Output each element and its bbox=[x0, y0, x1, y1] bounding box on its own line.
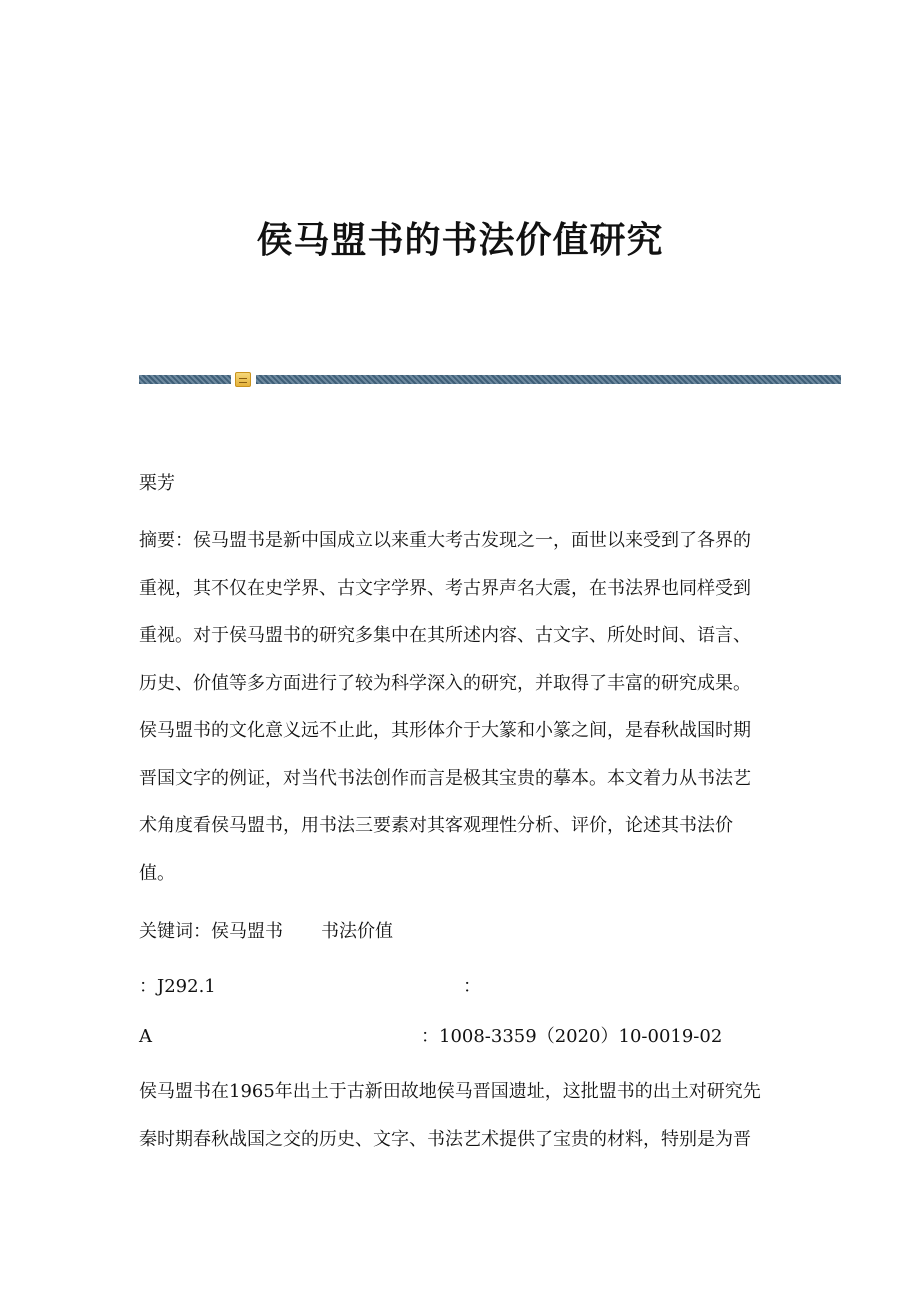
abstract-line: 历史、价值等多方面进行了较为科学深入的研究，并取得了丰富的研究成果。 bbox=[139, 672, 751, 694]
classification-line bbox=[139, 963, 779, 1011]
abstract-line: 值。 bbox=[139, 862, 175, 884]
abstract-line: 术角度看侯马盟书，用书法三要素对其客观理性分析、评价，论述其书法价 bbox=[139, 815, 733, 836]
document-code: A bbox=[139, 1026, 152, 1047]
document-code-label: ： bbox=[463, 976, 481, 997]
abstract-line: 侯马盟书的文化意义远不止此，其形体介于大篆和小篆之间，是春秋战国时期 bbox=[139, 720, 751, 741]
author-name: 栗芳 bbox=[139, 473, 175, 494]
document-title: 侯马盟书的书法价值研究 bbox=[256, 219, 664, 261]
classification-number: ：J292.1 bbox=[139, 976, 216, 997]
abstract-line: 摘要：侯马盟书是新中国成立以来重大考古发现之一，面世以来受到了各界的 bbox=[139, 530, 751, 551]
keywords-label: 关键词： bbox=[139, 921, 211, 942]
abstract-line: 重视。对于侯马盟书的研究多集中在其所述内容、古文字、所处时间、语言、 bbox=[139, 625, 751, 646]
book-ornament-icon bbox=[235, 372, 251, 387]
keywords bbox=[139, 908, 779, 956]
divider-bar-right bbox=[256, 375, 841, 384]
body-line: 侯马盟书在1965年出土于古新田故地侯马晋国遗址，这批盟书的出土对研究先 bbox=[139, 1081, 761, 1102]
keyword: 书法价值 bbox=[321, 921, 393, 942]
document-code-line bbox=[139, 1013, 779, 1061]
title-divider bbox=[139, 375, 841, 384]
abstract-line: 重视，其不仅在史学界、古文字学界、考古界声名大震，在书法界也同样受到 bbox=[139, 577, 751, 599]
abstract bbox=[139, 517, 779, 897]
abstract-line: 晋国文字的例证，对当代书法创作而言是极其宝贵的摹本。本文着力从书法艺 bbox=[139, 767, 751, 789]
body-paragraph bbox=[139, 1068, 779, 1163]
article-number: ：1008-3359（2020）10-0019-02 bbox=[421, 1026, 723, 1047]
divider-bar-left bbox=[139, 375, 231, 384]
keyword: 侯马盟书 bbox=[211, 921, 283, 942]
body-line: 秦时期春秋战国之交的历史、文字、书法艺术提供了宝贵的材料，特别是为晋 bbox=[139, 1128, 751, 1150]
